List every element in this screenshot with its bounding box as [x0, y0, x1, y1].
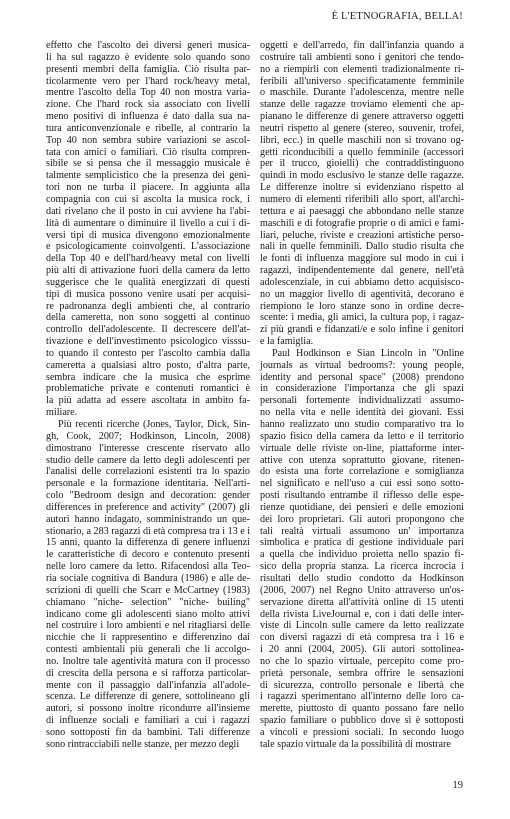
- text-line: spazio familiare o pubblico dove si è sottoposti: [260, 715, 464, 727]
- text-line: adolescenziale, in cui abbiamo detto acquisisco-: [260, 276, 464, 288]
- text-line: o maschile. Durante l'adolescenza, mentre nelle: [260, 87, 464, 99]
- text-line: della Top 40 e dell'hard/heavy metal con livelli: [46, 253, 250, 265]
- text-line: dei loro proprietari. Gli autori propongono che: [260, 513, 464, 525]
- text-line: e la famiglia.: [260, 336, 314, 348]
- text-line: pianano le differenze di genere attraverso oggetti: [260, 111, 464, 123]
- text-line: e psicologicamente coinvolgenti. L'associazione: [46, 241, 250, 253]
- text-line: spazio fisico della camera da letto e il territorio: [260, 430, 464, 442]
- text-line: ticolarmente vero per l'hard rock/heavy metal,: [46, 75, 250, 87]
- text-line: dimostrano l'interesse crescente riservato allo: [46, 442, 250, 454]
- text-line: della rivista LiveJournal e, con i dati delle inter-: [260, 608, 464, 620]
- running-head: È L'ETNOGRAFIA, BELLA!: [331, 11, 463, 22]
- text-line: in considerazione l'importanza che gli spazi: [260, 383, 464, 395]
- text-line: virtuale delle riviste on-line, piattaforme inter-: [260, 442, 464, 454]
- text-line: sibile se si pensa che il messaggio musicale è: [46, 158, 250, 170]
- text-line: versi tipi di musica divengono emozionalmente: [46, 229, 250, 241]
- text-line: no che lo spazio virtuale, percepito come pro-: [260, 655, 464, 667]
- text-line: riempiono le loro stanze sono in ordine decre-: [260, 300, 464, 312]
- text-line: no nella vita e nelle identità dei giovani. Essi: [260, 407, 464, 419]
- text-line: no a riempirli con elementi tradizionalmente ri-: [260, 63, 464, 75]
- text-line: di influenze sociali e familiari a cui i ragazzi: [46, 715, 250, 727]
- text-line: con diversi ragazzi di età compresa tra i 16 e: [260, 632, 464, 644]
- text-line: tata con amici o familiari. Ciò risulta compren-: [46, 146, 250, 158]
- text-line: controllo dell'adolescente. Il decrescere dell'at-: [46, 324, 250, 336]
- text-line: oggetti e dell'arredo, fin dall'infanzia quando a: [260, 40, 464, 51]
- text-line: tura anticonvenzionale e ribelle, al contrario la: [46, 122, 250, 134]
- text-line: meno positivi di influenza è dato dalla sua na-: [46, 111, 250, 123]
- text-line: Le differenze inoltre si evidenziano rispetto al: [260, 182, 464, 194]
- text-line: indicano come gli adolescenti siano molto attivi: [46, 608, 250, 620]
- text-line: effetto che l'ascolto dei diversi generi musica-: [46, 40, 250, 51]
- text-line: i ragazzi sperimentano all'interno delle loro ca-: [260, 691, 464, 703]
- text-line: tale spazio virtuale da la possibilità di mostrare: [260, 738, 451, 750]
- text-line: tivazione e dell'investimento psicologico visssu-: [46, 336, 250, 348]
- text-line: chiamano "niche- selection" "niche- builing": [46, 596, 250, 608]
- text-line: sembra indicare che la musica che esprime: [46, 371, 250, 383]
- text-line: dati rivelano che il posto in cui avviene ha l'abi-: [46, 205, 250, 217]
- text-line: scente: i media, gli amici, la cultura pop, i ragaz-: [260, 312, 464, 324]
- text-line: nelle loro camere da letto. Rifacendosi alla Teo-: [46, 561, 250, 573]
- text-line: identity and personal space" (2008) prendono: [260, 371, 464, 383]
- text-line: re padronanza degli ambienti che, al contrario: [46, 300, 250, 312]
- text-line: rienze quotidiane, dei pensieri e delle emozioni: [260, 501, 464, 513]
- text-line: viste di Lincoln sulle camere da letto realizzate: [260, 620, 464, 632]
- text-line: zi più grandi e fidanzati/e e solo infine i genitori: [260, 324, 464, 336]
- text-line: cameretta a qualsiasi altro posto, d'altra parte,: [46, 359, 250, 371]
- text-line: miliare.: [46, 407, 78, 419]
- text-line: zione. Che l'hard rock sia associato con livelli: [46, 99, 250, 111]
- text-line: della cameretta, non sono soggetti al continuo: [46, 312, 250, 324]
- text-line: l'analisi delle correlazioni esistenti tra lo spazio: [46, 466, 250, 478]
- text-line: tettura e ai paesaggi che abbondano nelle stanze: [260, 205, 464, 217]
- text-line: li ha sul ragazzo è evidente solo quando sono: [46, 51, 250, 63]
- text-line: quindi in modo esclusivo le stanze delle ragazze.: [260, 170, 464, 182]
- text-line: colo "Bedroom design and decoration: gender: [46, 490, 250, 502]
- text-line: nicchie che li rappresentino e differenzino dai: [46, 632, 250, 644]
- text-line: tipi di musica possono venire usati per acquisi-: [46, 288, 250, 300]
- text-line: per il trucco, gioielli) che contraddistinguono: [260, 158, 464, 170]
- text-line: a vincoli e pressioni sociali. In secondo luogo: [260, 726, 464, 738]
- text-line: nali in quelle femminili. Dallo studio risulta che: [260, 241, 464, 253]
- text-line: libri, ecc.) in quelle maschili non si trovano og-: [260, 134, 464, 146]
- text-line: getti riconducibili a quello femminile (accessori: [260, 146, 464, 158]
- left-text-column: [46, 40, 250, 751]
- text-line: compagnia con cui si ascolta la musica rock, i: [46, 193, 250, 205]
- text-line: studio delle camere da letto degli adolescenti per: [46, 454, 250, 466]
- text-line: journals as virtual bedrooms?: young people,: [260, 359, 464, 371]
- text-line: no un maggior livello di agentività, decorano e: [260, 288, 464, 300]
- text-line: to quando il contesto per l'ascolto cambia dalla: [46, 347, 250, 359]
- text-line: i 20 anni (2004, 2005). Gli autori sottolinea-: [260, 644, 464, 656]
- text-line: posti risultando entrambe il riflesso delle espe-: [260, 490, 464, 502]
- text-line: sono sottoposti fin da bambini. Tali differenze: [46, 726, 250, 738]
- text-line: scrizioni di quelli che Scarr e McCartney (1983): [46, 584, 250, 596]
- text-line: a quella che individuo proietta nello spazio fi-: [260, 549, 464, 561]
- text-line: stionario, a 283 ragazzi di età compresa tra i 13 e i: [46, 525, 251, 537]
- text-line: Paul Hodkinson e Sian Lincoln in "Online: [272, 347, 464, 359]
- text-line: mente con il passaggio dall'infanzia all'adole-: [46, 679, 250, 691]
- text-line: neutri rispetto al genere (stereo, souvenir, trofei,: [260, 122, 464, 134]
- page-number: 19: [452, 780, 463, 791]
- text-line: costruire tali ambienti sono i genitori che tendo-: [260, 51, 464, 63]
- text-line: do esista una forte correlazione e somiglianza: [260, 466, 464, 478]
- text-line: (2006, 2007) nel Regno Unito attraverso un'os-: [260, 584, 464, 596]
- text-line: maschili e di fotografie proprie o di amici e fami-: [260, 217, 464, 229]
- text-line: di sicurezza, controllo personale e libertà che: [260, 679, 464, 691]
- text-line: ragazzi, indipendentemente dal genere, nell'età: [260, 265, 464, 277]
- text-line: hanno realizzato uno studio comparativo tra lo: [260, 419, 464, 430]
- text-line: problematiche private e contenuti romantici è: [46, 383, 250, 395]
- text-line: più alti di attivazione fuori della camera da letto: [46, 265, 250, 277]
- text-line: scenza. Le differenze di genere, sottolineano gli: [46, 691, 250, 703]
- text-line: contesti ambientali più generali che li accolgo-: [46, 644, 250, 656]
- text-line: autori, si possono inoltre ricondurre all'insieme: [46, 703, 250, 715]
- text-line: personale e la formazione identitaria. Nell'arti-: [46, 478, 250, 490]
- text-line: liari, peluche, riviste e creazioni artistiche perso-: [260, 229, 464, 241]
- text-line: mentre l'ascolto della Top 40 non mostra varia-: [46, 87, 250, 99]
- text-line: nel significato e nell'uso a cui essi sono sotto-: [260, 478, 464, 490]
- text-line: di crescita della persona e si rafforza particolar-: [46, 667, 250, 679]
- text-line: attive con utenza soprattutto giovane, ritenen-: [260, 454, 464, 466]
- text-line: tori non ne turba il piacere. In aggiunta alla: [46, 182, 250, 194]
- text-line: sico della propria stanza. La ricerca incrocia i: [260, 561, 464, 573]
- text-line: autori hanno indagato, somministrando un que-: [46, 513, 250, 525]
- text-line: nel costruire i loro ambienti e nel ritagliarsi delle: [46, 620, 250, 632]
- text-line: merette, piuttosto di quanto possano fare nello: [260, 703, 464, 715]
- text-line: numero di elementi riferibili allo sport, all'archi-: [260, 193, 464, 205]
- text-line: differences in preference and activity" (2007) gli: [46, 501, 250, 513]
- text-line: Top 40 non sembra subire variazioni se ascol-: [46, 134, 250, 146]
- text-line: lità di aumentare o diminuire il livello a cui i di-: [46, 217, 250, 229]
- text-line: 15 anni, quanto la differenza di genere influenzi: [46, 537, 250, 549]
- text-line: suggerisce che le qualità energizzati di questi: [46, 276, 250, 288]
- text-line: Più recenti ricerche (Jones, Taylor, Dick, Sin-: [58, 419, 250, 430]
- text-line: le caratteristiche di decoro e contenuto presenti: [46, 549, 250, 561]
- text-line: no. Inoltre tale agentività matura con il processo: [46, 655, 250, 667]
- text-line: prietà personale, sembra offrire le sensazioni: [260, 667, 464, 679]
- right-text-column: [260, 40, 464, 751]
- text-line: simbolica e pratica di gestione individuale pari: [260, 537, 464, 549]
- text-line: personali fortemente individualizzati assumo-: [260, 395, 464, 407]
- text-line: servazione diretta all'attività online di 15 utenti: [260, 596, 464, 608]
- text-line: feribili all'universo specificatamente femminile: [260, 75, 464, 87]
- text-line: tali realtà virtuali assumono un' importanza: [260, 525, 464, 537]
- text-line: talmente semplicistico che la presenza dei geni-: [46, 170, 250, 182]
- text-line: ria sociale cognitiva di Bandura (1986) e alle de-: [46, 572, 250, 584]
- text-line: risultati dello studio condotto da Hodkinson: [260, 572, 464, 584]
- text-line: sono rintracciabili nelle stanze, per mezzo degli: [46, 738, 240, 750]
- text-line: gh, Cook, 2007; Hodkinson, Lincoln, 2008): [46, 430, 250, 442]
- text-line: la più adatta ad essere ascoltata in ambito fa-: [46, 395, 250, 407]
- text-line: le fonti di influenza maggiore sul modo in cui i: [260, 253, 464, 265]
- text-line: presenti membri della famiglia. Ciò risulta par-: [46, 63, 250, 75]
- text-line: stanze delle ragazze troviamo elementi che ap-: [260, 99, 464, 111]
